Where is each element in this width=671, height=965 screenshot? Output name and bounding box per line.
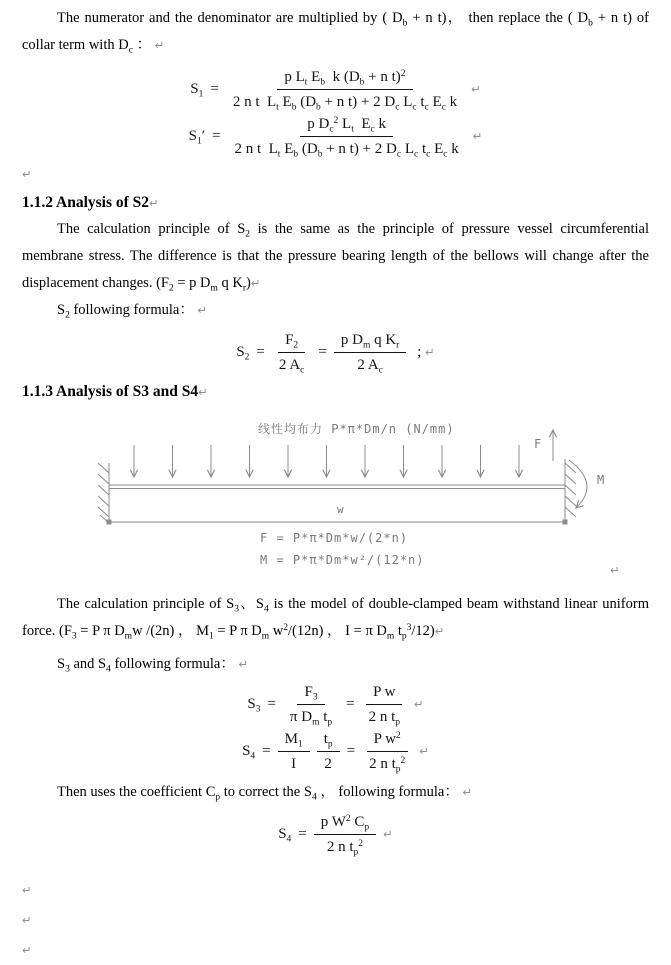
fraction-denominator: 2 n $t_p^2$ xyxy=(326,839,364,858)
empty-paragraph xyxy=(22,905,649,935)
equals-sign: = xyxy=(256,344,265,360)
equals-sign: = xyxy=(262,743,271,759)
equation-lhs: $S_1'$ xyxy=(188,128,205,147)
equals-sign: = xyxy=(346,696,355,712)
fraction xyxy=(283,682,339,727)
equation-s2 xyxy=(22,330,649,375)
fraction-denominator: 2 n t $L_t$ $E_b$ ($D_b + n$ t) + 2 $D_c$ $L_c$ $t_c$ $E_c$ k xyxy=(232,94,458,113)
width-w-label: w xyxy=(337,503,345,516)
paragraph-cp-correction: Then uses the coefficient $C_p$ to correct the $S_4$ ， following formula： ↵ xyxy=(57,784,473,803)
fraction xyxy=(272,330,311,375)
paragraph-mark: ↵ xyxy=(471,82,481,96)
equation-s4-corrected xyxy=(22,812,649,857)
paragraph-mark: ↵ xyxy=(414,697,424,711)
moment-m-label: M xyxy=(597,473,606,487)
fraction-numerator: $F_2$ xyxy=(278,330,305,353)
fraction-denominator: 2 $A_c$ xyxy=(357,357,383,376)
equation-lhs: $S_4$ xyxy=(278,826,292,845)
fraction-numerator: P w xyxy=(366,682,402,705)
paragraph-s3-s4-formula-lead: $S_3$ and $S_4$ following formula： ↵ xyxy=(57,656,249,675)
fraction-denominator: 2 xyxy=(324,756,332,772)
fraction-numerator: $F_3$ xyxy=(297,682,324,705)
fraction-numerator: p $D_c^2$ $L_t$ $E_c$ k xyxy=(300,114,393,137)
equation-lhs: $S_2$ xyxy=(236,344,250,363)
fraction xyxy=(314,812,376,857)
equals-sign: = xyxy=(210,81,219,97)
fraction-numerator: $t_p$ xyxy=(317,729,340,752)
load-title-label: 线性均布力 P*π*Dm/n (N/mm) xyxy=(258,422,455,436)
fraction-denominator: 2 n $t_p$ xyxy=(368,709,401,728)
beam-diagram xyxy=(22,417,671,585)
fraction-denominator: I xyxy=(291,756,297,772)
empty-paragraph xyxy=(22,161,649,187)
force-formula-label: F = P*π*Dm*w/(2*n) xyxy=(260,531,409,545)
paragraph-s2-principle: The calculation principle of $S_2$ is the same as the principle of pressure vessel circumferential membrane stress. The difference is that the pressure bearing length of the bellows will change after the displacement changes. ($F_2 = p$ $D_m$ q $K_r)↵$ xyxy=(22,221,649,294)
equals-sign: = xyxy=(211,128,221,144)
paragraph-mark: ↵ xyxy=(610,563,620,577)
fraction-denominator: π $D_m$ $t_p$ xyxy=(289,709,333,728)
paragraph-mark: ↵ xyxy=(22,883,32,897)
fraction xyxy=(227,114,465,159)
paragraph-s3-s4-principle: The calculation principle of $S_3$、$S_4$ is the model of double-clamped beam withstand linear uniform force. ($F_3 = P$ π $D_mw$ /(2n) ， $M_1 = P$ π $D_m$ $w^2/(12n)$ ， I = π $D_m$ $t_p^3/12)↵$ xyxy=(22,596,649,642)
fraction xyxy=(334,330,407,375)
equals-sign: = xyxy=(346,743,356,759)
equation-s3 xyxy=(22,682,649,727)
fraction-denominator: 2 n $t_p^2$ xyxy=(369,756,406,775)
equation-lhs: $S_1$ xyxy=(190,81,204,100)
fraction xyxy=(278,729,310,774)
paragraph-s2-formula-lead: $S_2$ following formula： ↵ xyxy=(57,302,208,321)
equation-s1-prime xyxy=(22,114,649,159)
paragraph-mark: ↵ xyxy=(22,913,32,927)
force-f-label: F xyxy=(534,437,543,451)
equation-s1 xyxy=(22,67,649,112)
heading-1-1-3: 1.1.3 Analysis of S3 and S4↵ xyxy=(22,383,208,400)
equation-tail: ; ↵ xyxy=(413,344,435,360)
moment-formula-label: M = P*π*Dm*w²/(12*n) xyxy=(260,553,425,567)
empty-paragraph xyxy=(22,935,649,965)
paragraph-mark: ↵ xyxy=(22,943,32,957)
paragraph-mark: ↵ xyxy=(419,744,429,758)
paragraph-mark: ↵ xyxy=(383,827,393,841)
empty-paragraph xyxy=(22,875,649,905)
equation-lhs: $S_3$ xyxy=(247,696,261,715)
fraction-numerator: p $L_t$ $E_b$ k ($D_b + n$ t)$^2$ xyxy=(277,67,412,90)
paragraph-mark: ↵ xyxy=(22,167,32,181)
equals-sign: = xyxy=(267,696,276,712)
paragraph-mark: ↵ xyxy=(472,129,483,143)
fraction xyxy=(226,67,464,112)
fraction-numerator: p $W^2$ $C_p$ xyxy=(314,812,376,835)
fraction-numerator: $M_1$ xyxy=(278,729,310,752)
heading-1-1-2: 1.1.2 Analysis of S2↵ xyxy=(22,194,159,211)
fraction xyxy=(317,729,340,774)
paragraph-intro: The numerator and the denominator are multiplied by ( $D_b + n$ t)， then replace the ( $D_b + n$ t) of collar term with $D_c$ ： ↵ xyxy=(22,10,649,56)
fraction-numerator: p $D_m$ q $K_r$ xyxy=(334,330,407,353)
fraction-denominator: 2 $A_c$ xyxy=(278,357,305,376)
fraction xyxy=(362,729,412,774)
equation-s4 xyxy=(22,729,649,774)
equals-sign: = xyxy=(298,826,307,842)
fraction-numerator: P $w^2$ xyxy=(367,729,408,752)
fraction xyxy=(362,682,407,727)
equation-lhs: $S_4$ xyxy=(242,743,256,762)
equals-sign: = xyxy=(318,344,327,360)
fraction-denominator: 2 n t $L_t$ $E_b$ ($D_b + n$ t) + 2 $D_c$ $L_c$ $t_c$ $E_c$ k xyxy=(234,141,459,160)
